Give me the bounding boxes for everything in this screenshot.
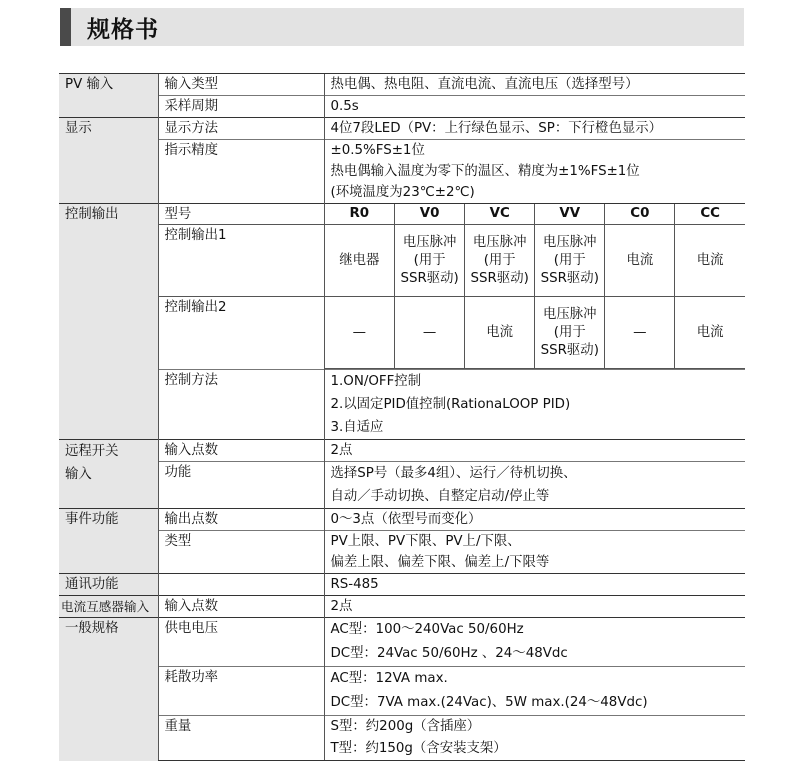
label-event-points: 输出点数	[158, 509, 324, 531]
model-code: VC	[465, 204, 535, 225]
remote-func-line: 自动／手动切换、自整定启动/停止等	[330, 489, 550, 504]
output1-cell: 电压脉冲 (用于 SSR驱动)	[465, 225, 535, 297]
section-header	[60, 8, 744, 46]
value-accuracy	[324, 140, 745, 204]
control-method-line: 1.ON/OFF控制	[330, 374, 422, 389]
label-remote-points: 输入点数	[158, 440, 324, 462]
row-event-points	[59, 509, 745, 531]
label-output2: 控制输出2	[164, 300, 227, 315]
category-ct: 电流互感器输入	[59, 596, 158, 618]
row-pv-sampling	[59, 96, 745, 118]
row-display-method	[59, 118, 745, 140]
value-remote-func	[324, 462, 745, 509]
accuracy-line: (环境温度为23℃±2℃)	[330, 185, 475, 200]
category-general: 一般规格	[59, 618, 158, 761]
label-accuracy: 指示精度	[158, 140, 324, 204]
event-type-line: PV上限、PV下限、PV上/下限、	[330, 534, 521, 549]
row-control-output	[59, 204, 745, 370]
model-code: VV	[535, 204, 605, 225]
output2-cell: —	[325, 297, 395, 369]
label-control-method: 控制方法	[158, 370, 324, 440]
label-sampling: 采样周期	[158, 96, 324, 118]
value-input-type: 热电偶、热电阻、直流电流、直流电压（选择型号）	[324, 74, 745, 96]
row-remote-func	[59, 462, 745, 509]
page-title: 规格书	[87, 17, 159, 43]
output1-cell: 电压脉冲 (用于 SSR驱动)	[395, 225, 465, 297]
model-table	[325, 204, 746, 369]
spec-table	[59, 73, 745, 761]
model-header-row	[325, 204, 746, 225]
consumption-line: DC型：7VA max.(24Vac)、5W max.(24～48Vdc)	[330, 695, 648, 710]
label-comm	[158, 574, 324, 596]
category-event: 事件功能	[59, 509, 158, 574]
output1-cell: 电流	[675, 225, 745, 297]
value-consumption	[324, 667, 745, 716]
row-consumption	[59, 667, 745, 716]
label-output1: 控制输出1	[159, 225, 324, 297]
value-event-type	[324, 531, 745, 574]
category-pv: PV 输入	[59, 74, 158, 118]
remote-func-line: 选择SP号（最多4组）、运行／待机切换、	[330, 466, 577, 481]
output2-cell: 电压脉冲 (用于 SSR驱动)	[535, 297, 605, 369]
control-method-line: 3.自适应	[330, 420, 384, 435]
output1-cell: 电压脉冲 (用于 SSR驱动)	[535, 225, 605, 297]
model-code: C0	[605, 204, 675, 225]
value-remote-points: 2点	[324, 440, 745, 462]
event-type-line: 偏差上限、偏差下限、偏差上/下限等	[330, 555, 550, 570]
value-control-method	[324, 370, 745, 440]
row-display-accuracy	[59, 140, 745, 204]
accuracy-line: ±0.5%FS±1位	[330, 143, 425, 158]
output1-cell: 电流	[605, 225, 675, 297]
label-power: 供电电压	[158, 618, 324, 667]
value-weight	[324, 716, 745, 761]
label-input-type: 输入类型	[158, 74, 324, 96]
control-method-line: 2.以固定PID值控制(RationaLOOP PID)	[330, 397, 571, 412]
row-comm	[59, 574, 745, 596]
accuracy-line: 热电偶输入温度为零下的温区、精度为±1%FS±1位	[330, 164, 640, 179]
row-pv-input-type	[59, 74, 745, 96]
value-power	[324, 618, 745, 667]
model-code: CC	[675, 204, 745, 225]
value-event-points: 0～3点（依型号而变化）	[324, 509, 745, 531]
label-event-type: 类型	[158, 531, 324, 574]
model-code: V0	[395, 204, 465, 225]
row-weight	[59, 716, 745, 761]
category-remote	[59, 440, 158, 509]
weight-line: S型：约200g（含插座）	[330, 719, 481, 734]
weight-line: T型：约150g（含安装支架）	[330, 741, 507, 756]
row-remote-points	[59, 440, 745, 462]
label-ct: 输入点数	[158, 596, 324, 618]
remote-cat-line: 远程开关	[65, 444, 119, 459]
value-sampling: 0.5s	[324, 96, 745, 118]
row-control-method	[59, 370, 745, 440]
output2-cell: —	[605, 297, 675, 369]
row-ct	[59, 596, 745, 618]
output1-cell: 继电器	[325, 225, 395, 297]
row-event-type	[59, 531, 745, 574]
output1-row	[325, 225, 746, 297]
remote-cat-line: 输入	[65, 467, 92, 482]
consumption-line: AC型：12VA max.	[330, 671, 448, 686]
power-line: AC型：100～240Vac 50/60Hz	[330, 622, 524, 637]
output2-cell: 电流	[675, 297, 745, 369]
row-power	[59, 618, 745, 667]
category-comm: 通讯功能	[59, 574, 158, 596]
label-consumption: 耗散功率	[158, 667, 324, 716]
value-display-method: 4位7段LED（PV：上行绿色显示、SP：下行橙色显示）	[324, 118, 745, 140]
model-code: R0	[325, 204, 395, 225]
output2-row	[325, 297, 746, 369]
value-comm: RS-485	[324, 574, 745, 596]
label-remote-func: 功能	[158, 462, 324, 509]
label-model: 型号	[159, 204, 324, 225]
output2-cell: —	[395, 297, 465, 369]
label-display-method: 显示方法	[158, 118, 324, 140]
category-control: 控制输出	[59, 204, 158, 440]
category-display: 显示	[59, 118, 158, 204]
output2-cell: 电流	[465, 297, 535, 369]
power-line: DC型：24Vac 50/60Hz 、24～48Vdc	[330, 646, 568, 661]
header-accent-bar	[60, 8, 71, 46]
value-ct: 2点	[324, 596, 745, 618]
label-weight: 重量	[158, 716, 324, 761]
